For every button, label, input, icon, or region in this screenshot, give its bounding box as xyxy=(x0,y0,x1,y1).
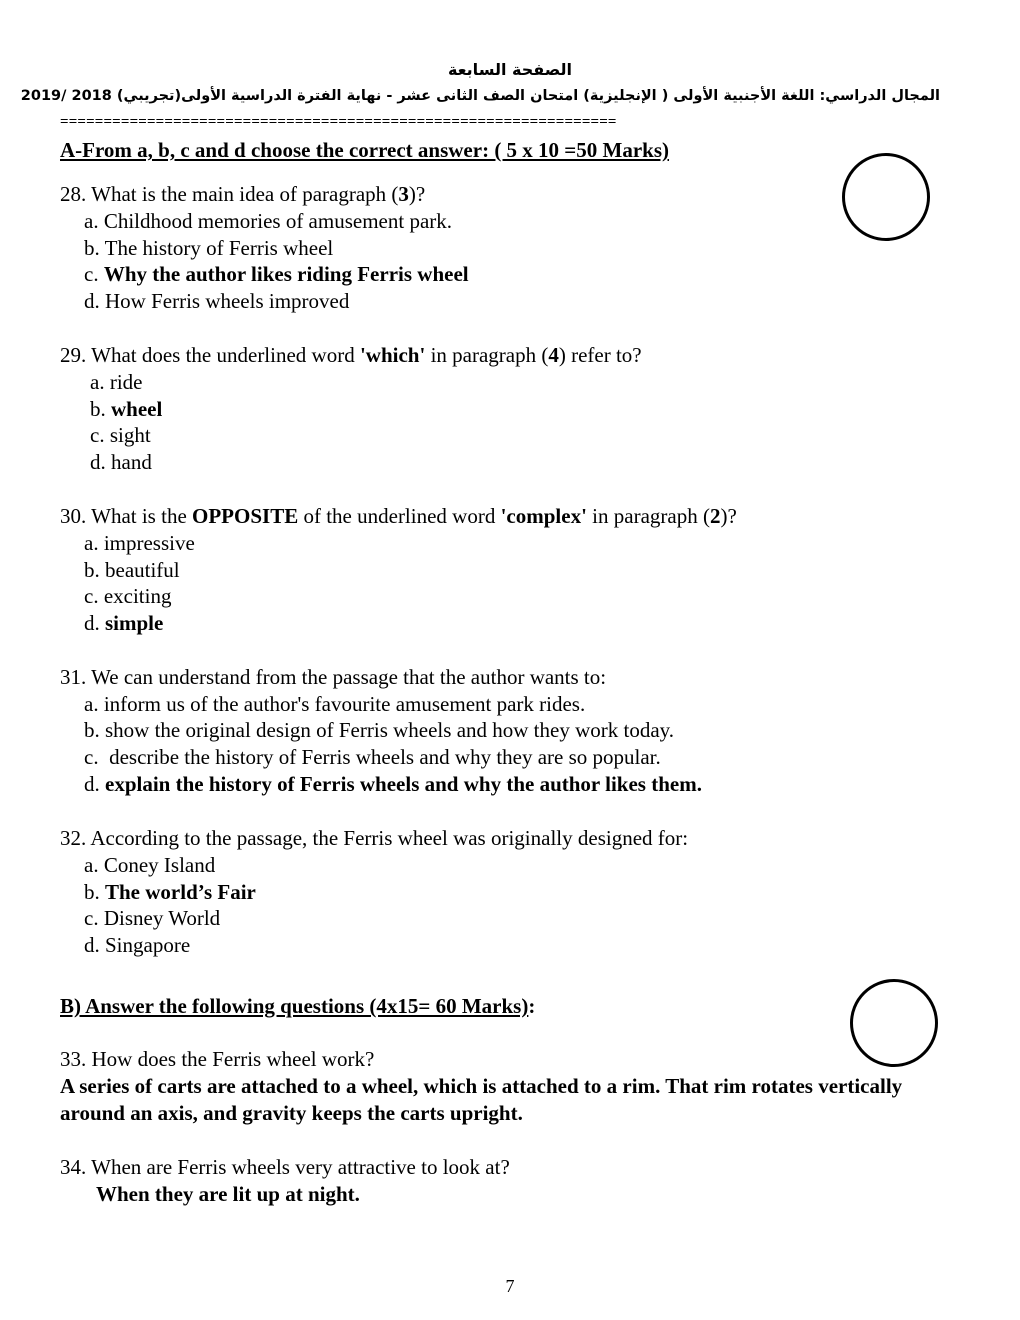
page-number: 7 xyxy=(505,1276,515,1296)
option-30d: d. simple xyxy=(84,611,164,635)
option-31d: d. explain the history of Ferris wheels and why the author likes them. xyxy=(84,772,702,796)
option-30b: b. beautiful xyxy=(84,558,180,582)
page-label: الصفحة السابعة xyxy=(447,60,573,79)
score-circle-a xyxy=(842,153,930,241)
option-31c: c. describe the history of Ferris wheels and why they are so popular. xyxy=(84,745,661,769)
option-31b: b. show the original design of Ferris wheels and how they work today. xyxy=(84,718,675,742)
option-32a: a. Coney Island xyxy=(84,853,216,877)
option-30c: c. exciting xyxy=(84,584,172,608)
separator-line: ================================================================ xyxy=(60,114,617,130)
option-29d: d. hand xyxy=(90,450,152,474)
answer-33: A series of carts are attached to a wheel, which is attached to a rim. That rim rotates vertically around an axis, and gravity keeps the carts upright. xyxy=(60,1074,903,1125)
option-29b: b. wheel xyxy=(90,397,163,421)
question-31: 31. We can understand from the passage that the author wants to: xyxy=(60,665,607,689)
option-32c: c. Disney World xyxy=(84,906,221,930)
option-32d: d. Singapore xyxy=(84,933,191,957)
section-a-heading: A-From a, b, c and d choose the correct answer: ( 5 x 10 =50 Marks) xyxy=(60,138,670,162)
question-33: 33. How does the Ferris wheel work? xyxy=(60,1047,375,1071)
option-28b: b. The history of Ferris wheel xyxy=(84,236,334,260)
question-34: 34. When are Ferris wheels very attractive to look at? xyxy=(60,1155,510,1179)
subject-line: المجال الدراسي: اللغة الأجنبية الأولى ( الإنجليزية) امتحان الصف الثانى عشر - نهاية الفترة الدراسية الأولى(تجريبي) 2018 /2019 xyxy=(20,88,940,104)
question-32: 32. According to the passage, the Ferris wheel was originally designed for: xyxy=(60,826,689,850)
option-28c: c. Why the author likes riding Ferris wheel xyxy=(84,262,469,286)
option-28d: d. How Ferris wheels improved xyxy=(84,289,350,313)
question-30: 30. What is the OPPOSITE of the underlined word 'complex' in paragraph (2)? xyxy=(60,504,737,528)
question-28: 28. What is the main idea of paragraph (3)? xyxy=(60,182,426,206)
option-30a: a. impressive xyxy=(84,531,195,555)
option-29c: c. sight xyxy=(90,423,151,447)
answer-34: When they are lit up at night. xyxy=(96,1182,360,1206)
option-28a: a. Childhood memories of amusement park. xyxy=(84,209,453,233)
option-32b: b. The world’s Fair xyxy=(84,880,256,904)
option-31a: a. inform us of the author's favourite amusement park rides. xyxy=(84,692,586,716)
score-circle-b xyxy=(850,979,938,1067)
option-29a: a. ride xyxy=(90,370,143,394)
question-29: 29. What does the underlined word 'which' in paragraph (4) refer to? xyxy=(60,343,642,367)
section-b-heading: B) Answer the following questions (4x15= 60 Marks): xyxy=(60,994,536,1018)
